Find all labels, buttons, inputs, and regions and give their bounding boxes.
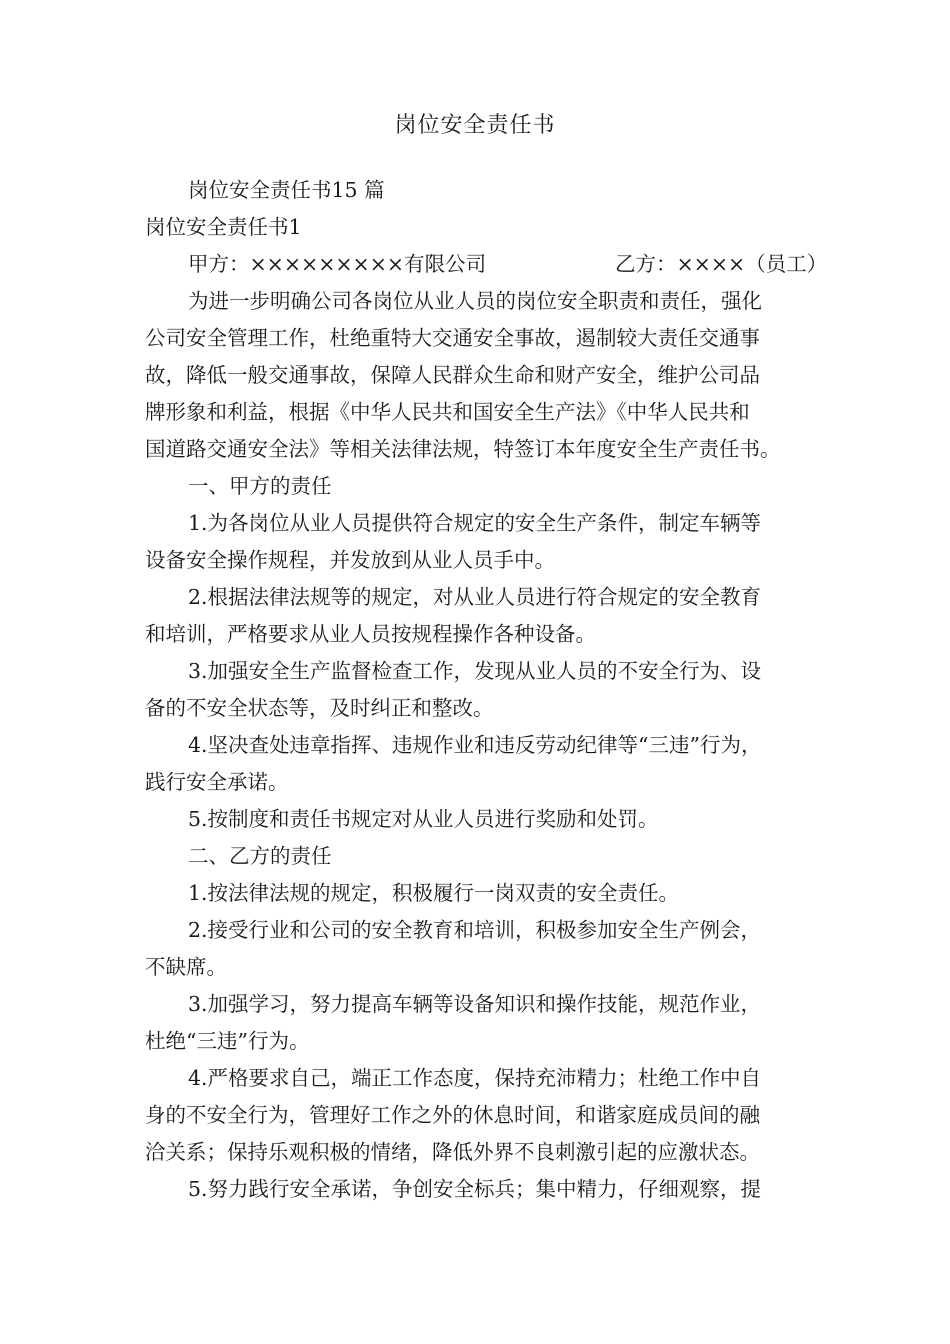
part1-item	[145, 801, 835, 838]
part1-heading: 一、甲方的责任	[188, 474, 332, 498]
part2-item	[145, 986, 835, 1060]
part1-item-line: 2.根据法律法规等的规定，对从业人员进行符合规定的安全教育	[188, 585, 762, 609]
part1-item-line: 践行安全承诺。	[145, 770, 289, 794]
subtitle: 岗位安全责任书15 篇	[188, 178, 385, 202]
intro-line: 故，降低一般交通事故，保障人民群众生命和财产安全，维护公司品	[145, 363, 760, 387]
document-body	[145, 172, 835, 1208]
party-a: 甲方：×××××××××有限公司	[188, 252, 487, 276]
part1-item	[145, 727, 835, 801]
part2-item-line: 洽关系；保持乐观积极的情绪，降低外界不良刺激引起的应激状态。	[145, 1140, 760, 1164]
part1-item-line: 备的不安全状态等，及时纠正和整改。	[145, 696, 494, 720]
intro-line: 牌形象和利益，根据《中华人民共和国安全生产法》《中华人民共和	[145, 400, 750, 424]
part1-item-line: 设备安全操作规程，并发放到从业人员手中。	[145, 548, 555, 572]
section-heading: 岗位安全责任书1	[145, 215, 302, 239]
part2-heading: 二、乙方的责任	[188, 844, 332, 868]
part2-item-line: 5.努力践行安全承诺，争创安全标兵；集中精力，仔细观察，提	[188, 1177, 762, 1201]
part1-item-line: 3.加强安全生产监督检查工作，发现从业人员的不安全行为、设	[188, 659, 762, 683]
part1-item	[145, 579, 835, 653]
part1-item	[145, 653, 835, 727]
part2-item	[145, 1060, 835, 1171]
part2-item-line: 3.加强学习，努力提高车辆等设备知识和操作技能，规范作业，	[188, 992, 762, 1016]
intro-line: 国道路交通安全法》等相关法律法规，特签订本年度安全生产责任书。	[145, 437, 781, 461]
part2-item-line: 4.严格要求自己，端正工作态度，保持充沛精力；杜绝工作中自	[188, 1066, 762, 1090]
party-b: 乙方：××××（员工）	[615, 252, 828, 276]
intro-line: 公司安全管理工作，杜绝重特大交通安全事故，遏制较大责任交通事	[145, 326, 760, 350]
part1-item-line: 1.为各岗位从业人员提供符合规定的安全生产条件，制定车辆等	[188, 511, 762, 535]
part2-item-line: 不缺席。	[145, 955, 227, 979]
part1-item-line: 和培训，严格要求从业人员按规程操作各种设备。	[145, 622, 596, 646]
part2-item-line: 杜绝“三违”行为。	[145, 1029, 310, 1053]
part1-item	[145, 505, 835, 579]
intro-line: 为进一步明确公司各岗位从业人员的岗位安全职责和责任，强化	[188, 289, 762, 313]
part2-item-line: 身的不安全行为，管理好工作之外的休息时间，和谐家庭成员间的融	[145, 1103, 760, 1127]
document-title: 岗位安全责任书	[394, 113, 556, 138]
part2-item	[145, 875, 835, 912]
intro-paragraph	[145, 283, 835, 468]
part1-item-line: 5.按制度和责任书规定对从业人员进行奖励和处罚。	[188, 807, 659, 831]
part2-item-line: 2.接受行业和公司的安全教育和培训，积极参加安全生产例会，	[188, 918, 762, 942]
part2-item-line: 1.按法律法规的规定，积极履行一岗双责的安全责任。	[188, 881, 680, 905]
parties-row	[145, 246, 835, 283]
part1-item-line: 4.坚决查处违章指挥、违规作业和违反劳动纪律等“三违”行为，	[188, 733, 762, 757]
part2-item	[145, 912, 835, 986]
part2-item	[145, 1171, 835, 1208]
